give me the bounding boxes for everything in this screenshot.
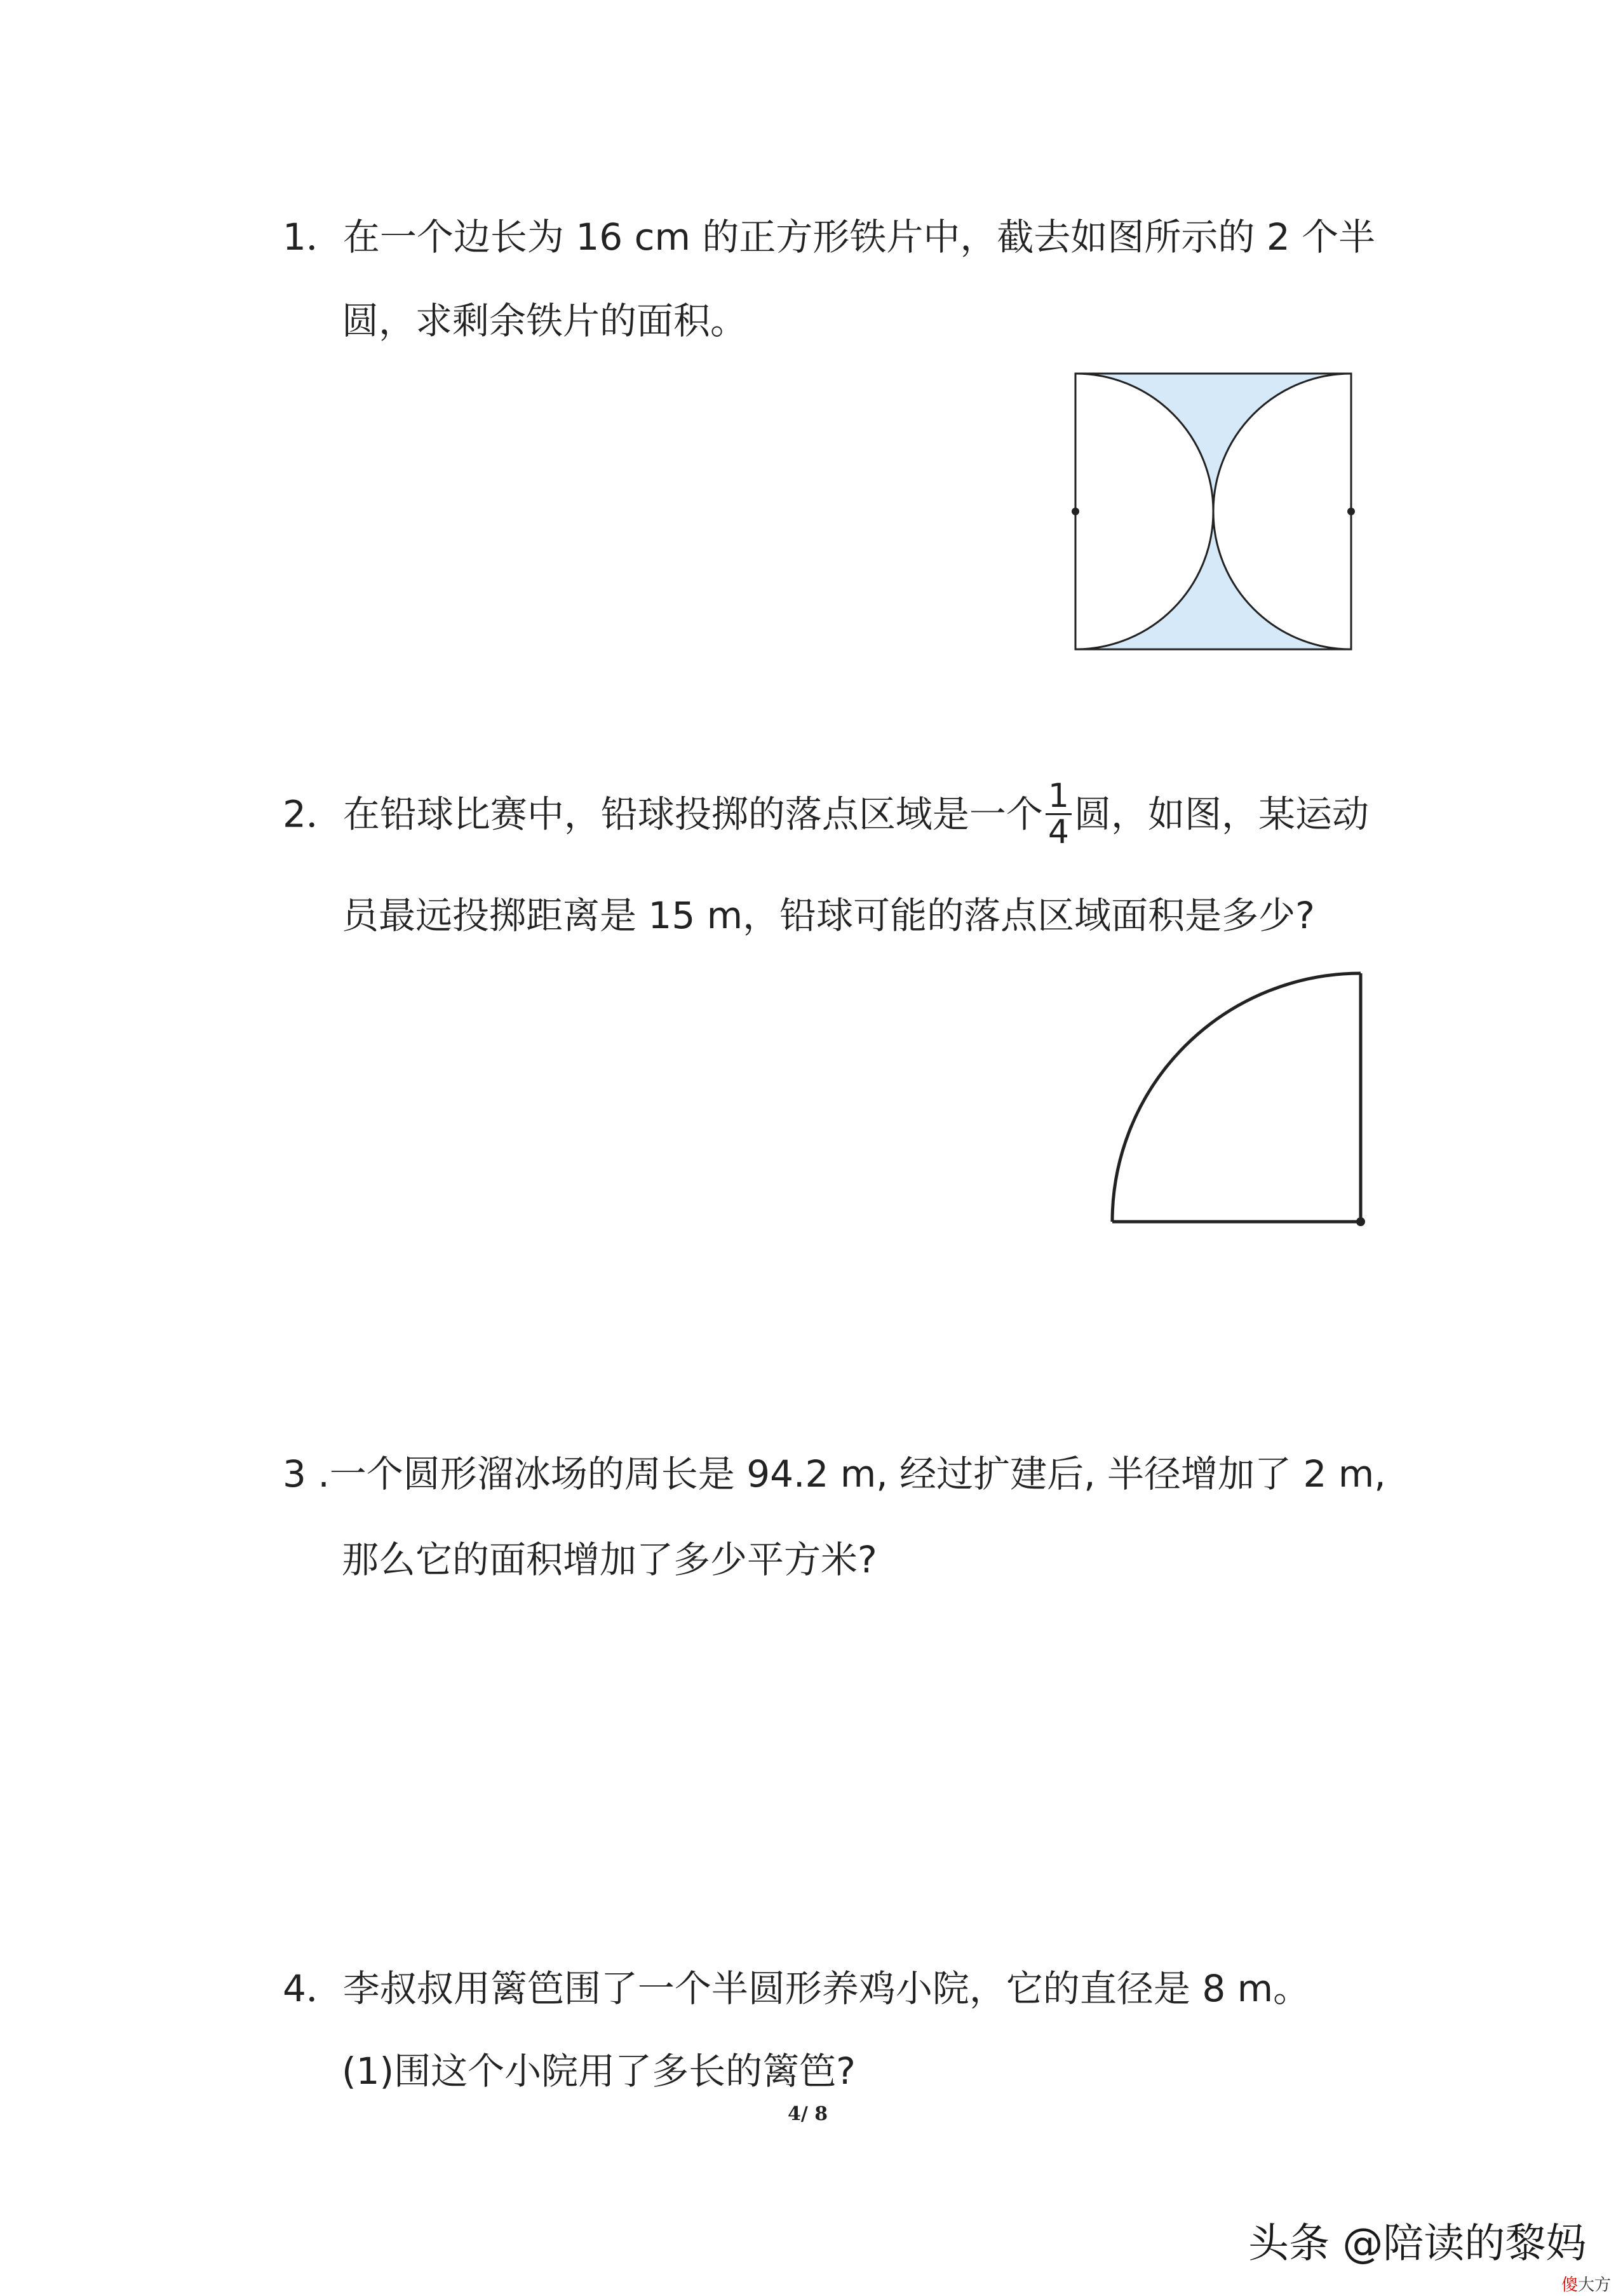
problem-3-line-1: 3 .一个圆形溜冰场的周长是 94.2 m, 经过扩建后, 半径增加了 2 m, xyxy=(283,1452,1386,1496)
corner-mark-text: 大方 xyxy=(1578,2276,1612,2295)
problem-2-line-2: 员最远投掷距离是 15 m，铅球可能的落点区域面积是多少? xyxy=(342,894,1315,937)
watermark: 头条 @陪读的黎妈 xyxy=(1248,2220,1587,2267)
page-number: 4/ 8 xyxy=(788,2103,828,2125)
problem-1-line-1: 1．在一个边长为 16 cm 的正方形铁片中，截去如图所示的 2 个半 xyxy=(283,215,1376,259)
right-center-dot xyxy=(1347,508,1355,515)
quarter-arc xyxy=(1112,973,1361,1222)
quarter-circle-figure xyxy=(1105,972,1366,1232)
fraction-denominator: 4 xyxy=(1047,813,1069,851)
problem-1-line-2: 圆，求剩余铁片的面积。 xyxy=(342,299,748,342)
corner-mark xyxy=(1561,2272,1611,2295)
problem-2-text-before: 2．在铅球比赛中，铅球投掷的落点区域是一个 xyxy=(283,792,1043,836)
problem-2-line-1 xyxy=(283,777,1370,852)
problem-3-line-2: 那么它的面积增加了多少平方米? xyxy=(342,1538,877,1581)
fraction-one-quarter xyxy=(1046,779,1072,849)
problem-4-line-1: 4．李叔叔用篱笆围了一个半圆形养鸡小院，它的直径是 8 m。 xyxy=(283,1967,1310,2010)
left-center-dot xyxy=(1072,508,1079,515)
center-dot xyxy=(1356,1217,1365,1226)
problem-2-text-after: 圆，如图，某运动 xyxy=(1074,792,1370,836)
square-semicircles-figure xyxy=(1074,372,1353,651)
fraction-numerator: 1 xyxy=(1046,779,1072,815)
corner-mark-red-char: 傻 xyxy=(1561,2276,1579,2295)
problem-4-sub-question-1: (1)围这个小院用了多长的篱笆? xyxy=(342,2050,856,2093)
